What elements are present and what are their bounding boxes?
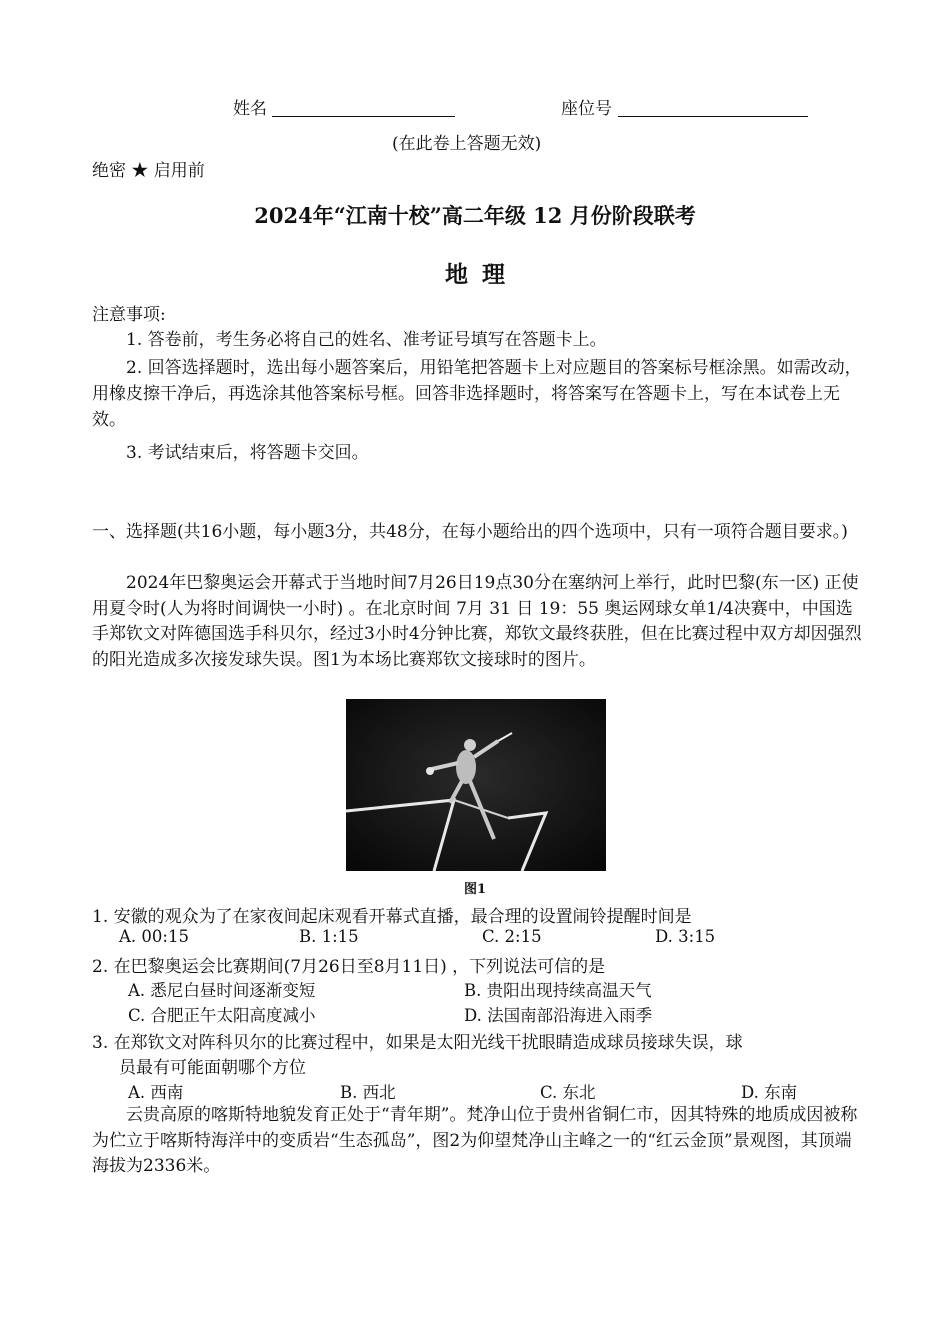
q3-option-a[interactable]: A. 西南 (128, 1083, 184, 1102)
q2-stem: 2. 在巴黎奥运会比赛期间(7月26日至8月11日) ，下列说法可信的是 (92, 957, 606, 977)
seat-label: 座位号 (561, 99, 612, 119)
passage-1: 2024年巴黎奥运会开幕式于当地时间7月26日19点30分在塞纳河上举行，此时巴黎(东一区) 正使用夏令时(人为将时间调快一小时) 。在北京时间 7月 31 日 19：55 奥运网球女单1/4决赛中，中国选手郑钦文对阵德国选手科贝尔，经过3小时4分钟比赛，郑钦文最终获胜，但在比赛过程中双方却因强烈的阳光造成多次接发球失误。图1为本场比赛郑钦文接球时的图片。 (92, 573, 862, 670)
q2-option-d[interactable]: D. 法国南部沿海进入雨季 (464, 1006, 653, 1025)
secret-mark: 绝密 ★ 启用前 (92, 161, 205, 181)
q3-option-c[interactable]: C. 东北 (540, 1083, 596, 1102)
note-item-3: 3. 考试结束后，将答题卡交回。 (126, 443, 369, 463)
section1-heading: 一、选择题(共16小题，每小题3分，共48分，在每小题给出的四个选项中，只有一项符合题目要求。) (92, 522, 848, 542)
q1-stem: 1. 安徽的观众为了在家夜间起床观看开幕式直播，最合理的设置闹铃提醒时间是 (92, 907, 692, 927)
q1-option-d[interactable]: D. 3:15 (655, 927, 716, 946)
note-item-1: 1. 答卷前，考生务必将自己的姓名、准考证号填写在答题卡上。 (126, 330, 607, 350)
q3-stem-line-2: 员最有可能面朝哪个方位 (119, 1058, 306, 1078)
subject-title: 地理 (445, 261, 519, 288)
q3-stem-line-1: 3. 在郑钦文对阵科贝尔的比赛过程中，如果是太阳光线干扰眼睛造成球员接球失误，球 (92, 1033, 743, 1053)
note-item-2: 2. 回答选择题时，选出每小题答案后，用铅笔把答题卡上对应题目的答案标号框涂黑。如需改动，用橡皮擦干净后，再选涂其他答案标号框。回答非选择题时，将答案写在答题卡上，写在本试卷上无效。 (92, 358, 862, 430)
q2-option-c[interactable]: C. 合肥正午太阳高度减小 (128, 1006, 316, 1025)
q1-option-a[interactable]: A. 00:15 (119, 927, 189, 946)
figure-1-tennis-photo (346, 699, 606, 871)
name-label: 姓名 (233, 99, 267, 119)
figure-1-caption: 图1 (463, 882, 487, 897)
q2-option-b[interactable]: B. 贵阳出现持续高温天气 (464, 981, 652, 1000)
notes-heading: 注意事项: (92, 305, 166, 325)
q2-option-a[interactable]: A. 悉尼白昼时间逐渐变短 (128, 981, 316, 1000)
seat-blank (618, 116, 808, 117)
invalid-note: (在此卷上答题无效) (392, 134, 542, 154)
q3-option-d[interactable]: D. 东南 (741, 1083, 798, 1102)
passage-2: 云贵高原的喀斯特地貌发育正处于“青年期”。梵净山位于贵州省铜仁市，因其特殊的地质成因被称为伫立于喀斯特海洋中的变质岩“生态孤岛”，图2为仰望梵净山主峰之一的“红云金顶”景观图，其顶端海拔为2336米。 (92, 1105, 858, 1176)
q1-option-b[interactable]: B. 1:15 (299, 927, 359, 946)
exam-title: 2024年“江南十校”高二年级 12 月份阶段联考 (254, 203, 696, 228)
q3-option-b[interactable]: B. 西北 (340, 1083, 396, 1102)
name-blank (272, 116, 455, 117)
q1-option-c[interactable]: C. 2:15 (482, 927, 542, 946)
